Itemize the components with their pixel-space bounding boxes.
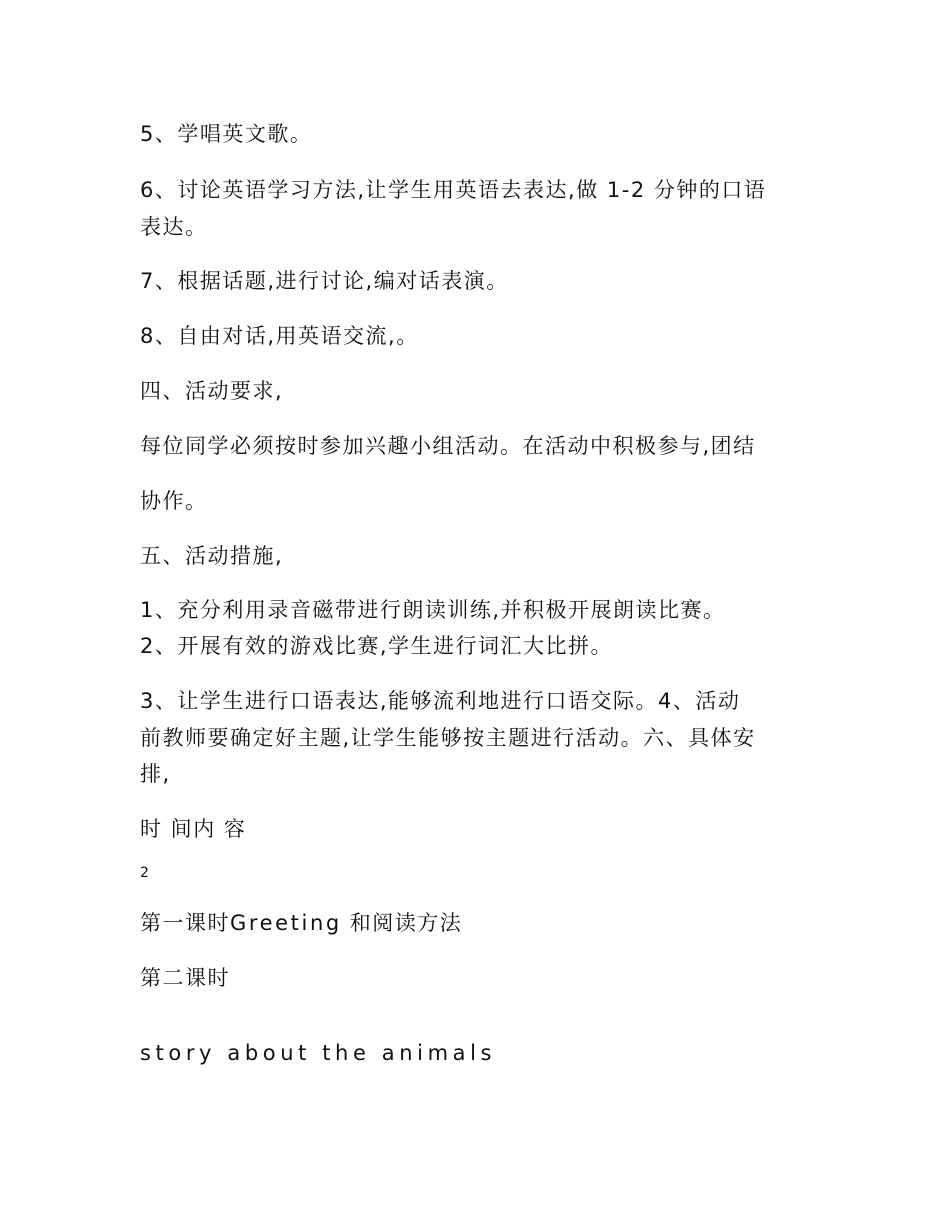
lesson-1-rest: 和阅读方法 xyxy=(349,911,463,935)
lesson-2-label: 第二课时 xyxy=(140,966,230,990)
lesson-1-label: 第一课时 xyxy=(140,911,230,935)
list-item-5: 5、学唱英文歌。 xyxy=(140,122,313,146)
section-heading-requirements: 四、活动要求, xyxy=(140,379,284,403)
table-header-content: 内 容 xyxy=(193,817,247,841)
measure-item-3-end: 排, xyxy=(140,762,171,786)
paragraph-requirements-continued: 协作。 xyxy=(140,489,208,513)
lesson-1-row xyxy=(140,910,462,936)
table-header-time: 时 间 xyxy=(140,817,194,841)
measure-item-3-continued: 前教师要确定好主题,让学生能够按主题进行活动。六、具体安 xyxy=(140,726,756,750)
page-number: 2 xyxy=(140,865,149,881)
list-item-7: 7、根据话题,进行讨论,编对话表演。 xyxy=(140,269,509,293)
section-heading-measures: 五、活动措施, xyxy=(140,544,284,568)
measure-item-2: 2、开展有效的游戏比赛,学生进行词汇大比拼。 xyxy=(140,634,614,658)
paragraph-requirements: 每位同学必须按时参加兴趣小组活动。在活动中积极参与,团结 xyxy=(140,434,756,458)
lesson-2-english: story about the animals xyxy=(140,1041,497,1065)
lesson-1-english: Greeting xyxy=(230,911,342,935)
list-item-8: 8、自由对话,用英语交流,。 xyxy=(140,324,419,348)
table-header-row xyxy=(140,816,246,842)
measure-item-1: 1、充分利用录音磁带进行朗读训练,并积极开展朗读比赛。 xyxy=(140,598,726,622)
measure-item-3: 3、让学生进行口语表达,能够流利地进行口语交际。4、活动 xyxy=(140,689,741,713)
list-item-6: 6、讨论英语学习方法,让学生用英语去表达,做 1-2 分钟的口语 xyxy=(140,178,767,202)
list-item-6-continued: 表达。 xyxy=(140,215,208,239)
